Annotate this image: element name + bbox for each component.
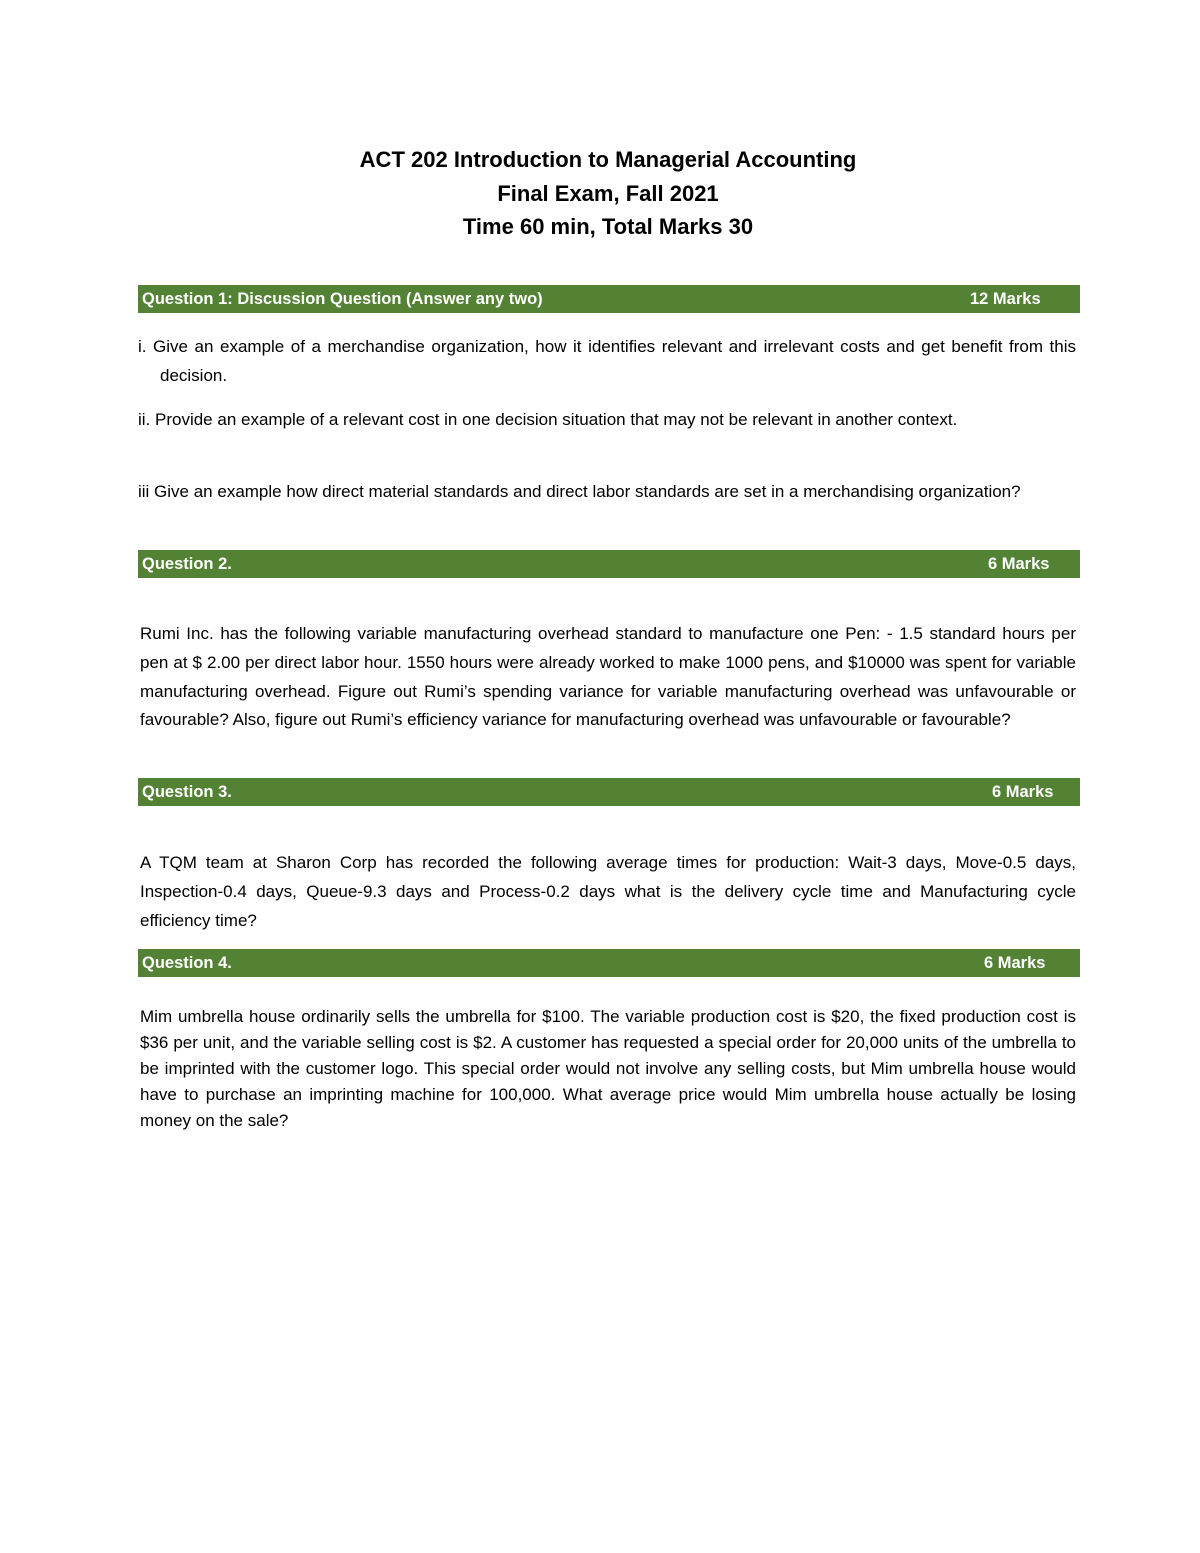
question-2-marks: 6 Marks [988,555,1050,573]
question-1-item-iii: iii Give an example how direct material standards and direct labor standards are set in a merchandising organization? [138,482,1021,501]
question-1-marks: 12 Marks [970,290,1041,308]
question-3-heading-bar [138,778,1080,806]
question-4-marks: 6 Marks [984,954,1046,972]
question-1-item-ii: ii. Provide an example of a relevant cost in one decision situation that may not be relevant in another context. [138,410,958,429]
question-2-heading: Question 2. [142,555,232,573]
question-3-marks: 6 Marks [992,783,1054,801]
question-3-text: A TQM team at Sharon Corp has recorded the following average times for production: Wait-3 days, Move-0.5 days, Inspection-0.4 days, Queue-9.3 days and Process-0.2 days what is the delivery cycle time and Manufacturing cycle efficiency time? [140,853,1076,930]
question-2-heading-bar [138,550,1080,578]
question-4-heading: Question 4. [142,954,232,972]
question-1-heading-bar [138,285,1080,313]
question-1-item-i: i. Give an example of a merchandise organization, how it identifies relevant and irrelevant costs and get benefit from this decision. [138,337,1076,385]
question-4-text: Mim umbrella house ordinarily sells the umbrella for $100. The variable production cost is $20, the fixed production cost is $36 per unit, and the variable selling cost is $2. A customer has requested a special order for 20,000 units of the umbrella to be imprinted with the customer logo. This special order would not involve any selling costs, but Mim umbrella house would have to purchase an imprinting machine for 100,000. What average price would Mim umbrella house actually be losing money on the sale? [140,1007,1076,1130]
question-3-heading: Question 3. [142,783,232,801]
question-4-heading-bar [138,949,1080,977]
question-1-heading: Question 1: Discussion Question (Answer any two) [142,290,543,308]
question-2-text: Rumi Inc. has the following variable manufacturing overhead standard to manufacture one Pen: - 1.5 standard hours per pen at $ 2.00 per direct labor hour. 1550 hours were already worked to make 1000 pens, and $10000 was spent for variable manufacturing overhead. Figure out Rumi’s spending variance for variable manufacturing overhead was unfavourable or favourable? Also, figure out Rumi’s efficiency variance for manufacturing overhead was unfavourable or favourable? [140,624,1076,730]
time-and-marks: Time 60 min, Total Marks 30 [462,214,754,239]
exam-name: Final Exam, Fall 2021 [497,180,719,206]
exam-header [0,143,1200,244]
course-title: ACT 202 Introduction to Managerial Accounting [359,147,857,172]
